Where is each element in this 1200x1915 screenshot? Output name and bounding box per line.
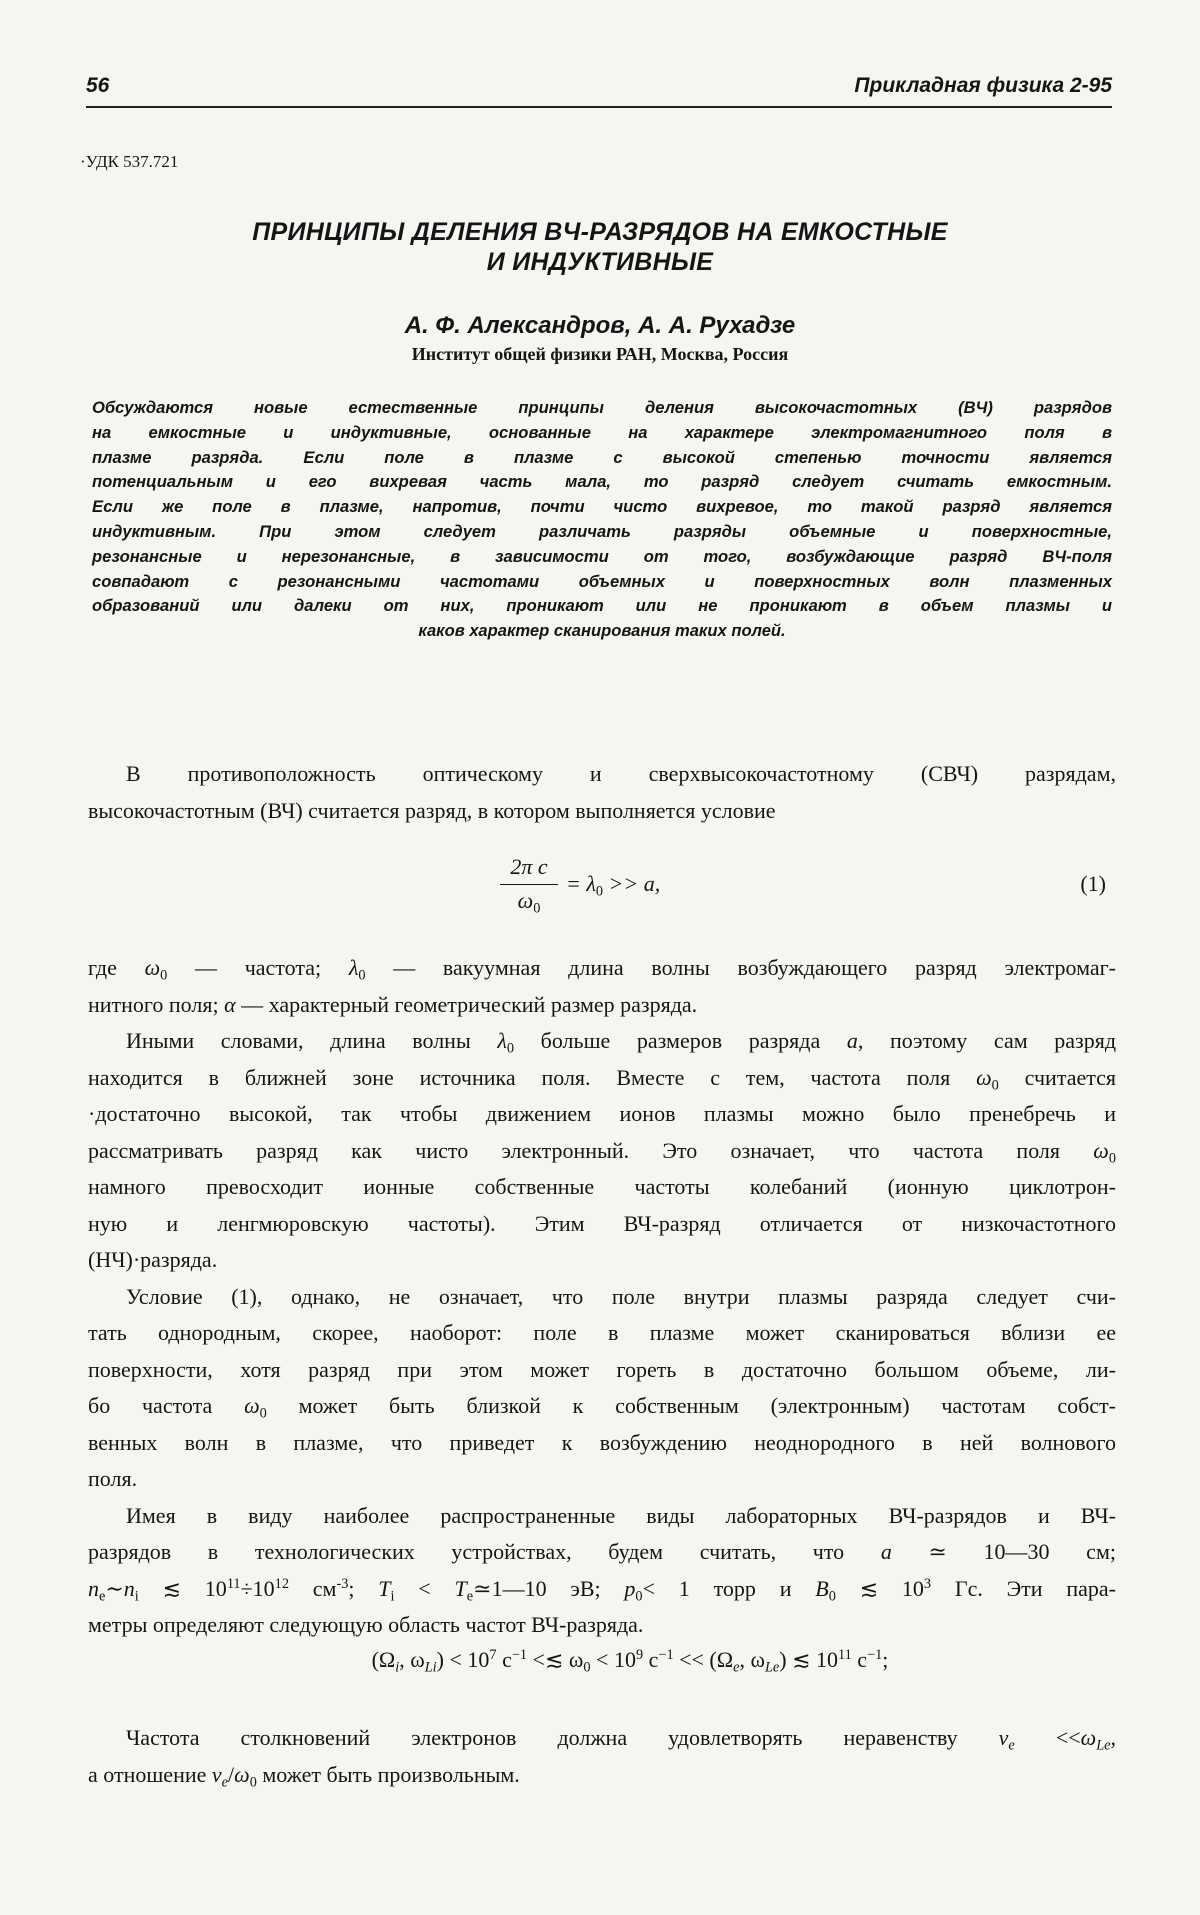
text-line: разрядов в технологических устройствах, будем считать, что a ≃ 10—30 см; <box>88 1539 1116 1564</box>
running-head <box>86 74 1112 108</box>
fraction <box>500 852 558 917</box>
text-line: $n_e\sim n_i$ ≲ $10^{11}\div 10^{12}$ $см^{-3}$; $T_i$ < $T_e≃1—10$ эВ; $p_0< 1$ торр и $B_0$ ≲ $10^3$ Гс. Эти пара- <box>88 1575 1116 1604</box>
text-line: находится в ближней зоне источника поля. Вместе с тем, частота поля $\omega_0$ считается <box>88 1064 1117 1093</box>
abstract-line: Обсуждаются новые естественные принципы деления высокочастотных (ВЧ) разрядов <box>92 398 1112 417</box>
abstract-line: индуктивным. При этом следует различать разряды объемные и поверхностные, <box>92 521 1112 541</box>
equation-1 <box>480 852 1112 932</box>
abstract-line: резонансные и нерезонансные, в зависимости от того, возбуждающие разряд ВЧ-поля <box>92 546 1112 566</box>
final-paragraph <box>88 1720 1116 1793</box>
abstract-line: совпадают с резонансными частотами объемных и поверхностных волн плазменных <box>92 571 1112 591</box>
page-number: 56 <box>86 74 110 97</box>
abstract <box>92 396 1112 644</box>
abstract-line: плазме разряда. Если поле в плазме с высокой степенью точности является <box>92 447 1112 467</box>
title-line: ПРИНЦИПЫ ДЕЛЕНИЯ ВЧ-РАЗРЯДОВ НА ЕМКОСТНЫЕ <box>252 218 948 246</box>
title-line: И ИНДУКТИВНЫЕ <box>486 248 714 276</box>
text-line: нитного поля; α — характерный геометрический размер разряда. <box>88 991 698 1017</box>
text-line: где $\omega_0$ — частота; $\lambda_0$ — вакуумная длина волны возбуждающего разряд электромаг- <box>88 955 1116 984</box>
text-line: Условие (1), однако, не означает, что поле внутри плазмы разряда следует счи- <box>126 1283 1116 1309</box>
abstract-line: Если же поле в плазме, напротив, почти чисто вихревое, то такой разряд является <box>92 497 1112 517</box>
abstract-line: каков характер сканирования таких полей. <box>418 621 786 641</box>
authors: А. Ф. Александров, А. А. Рухадзе <box>404 312 796 339</box>
journal-name: Прикладная физика 2-95 <box>854 74 1112 97</box>
text-line: Имея в виду наиболее распространенные виды лабораторных ВЧ-разрядов и ВЧ- <box>126 1502 1116 1528</box>
equation-rhs: = $\lambda_0 >> a$, <box>566 871 661 900</box>
text-line: тать однородным, скорее, наоборот: поле в плазме может сканироваться вблизи ее <box>88 1320 1116 1345</box>
intro-paragraph <box>88 756 1116 829</box>
affiliation: Институт общей физики РАН, Москва, Россия <box>411 344 789 364</box>
abstract-line: потенциальным и его вихревая часть мала, то разряд следует считать емкостным. <box>92 472 1112 492</box>
main-text <box>88 950 1116 1644</box>
text-line: высокочастотным (ВЧ) считается разряд, в котором выполняется условие <box>88 797 776 823</box>
text-line: бо частота $\omega_0$ может быть близкой к собственным (электронным) частотам собст- <box>88 1393 1116 1422</box>
equation-2: ($\Omega_i$, $\omega_{Li}) < 10^7$ $с^{-1}$ <≲ $\omega_0 < 10^9$ $с^{-1} << (\Omega_e$, $\omega_{Le}$) ≲ $10^{11}$ $с^{-1}$; <box>371 1647 889 1676</box>
text-line: венных волн в плазме, что приведет к возбуждению неоднородного в ней волнового <box>88 1429 1116 1455</box>
text-line: рассматривать разряд как чисто электронный. Это означает, что частота поля $\omega_0$ <box>88 1137 1116 1166</box>
text-line: (НЧ)·разряда. <box>88 1247 218 1272</box>
abstract-line: образований или далеки от них, проникают или не проникают в объем плазмы и <box>92 596 1112 616</box>
text-line: метры определяют следующую область частот ВЧ-разряда. <box>88 1612 644 1637</box>
udc-code: ·УДК 537.721 <box>80 152 179 171</box>
text-line: Иными словами, длина волны $\lambda_0$ больше размеров разряда a, поэтому сам разряд <box>126 1028 1117 1057</box>
text-line: намного превосходит ионные собственные частоты колебаний (ионную циклотрон- <box>88 1174 1116 1199</box>
text-line: В противоположность оптическому и сверхвысокочастотному (СВЧ) разрядам, <box>126 761 1116 786</box>
denominator: $\omega_0$ <box>517 888 541 917</box>
text-line: поля. <box>88 1466 138 1491</box>
paper-title <box>150 217 1050 277</box>
text-line: Частота столкновений электронов должна удовлетворять неравенству $\nu_e <<\omega_{Le}$, <box>126 1725 1116 1754</box>
equation-number: (1) <box>1080 871 1106 896</box>
text-line: ·достаточно высокой, так чтобы движением ионов плазмы можно было пренебречь и <box>88 1101 1116 1126</box>
text-line: а отношение $\nu_e/\omega_0$ может быть произвольным. <box>88 1761 520 1790</box>
text-line: поверхности, хотя разряд при этом может гореть в достаточно большом объеме, ли- <box>88 1356 1116 1382</box>
text-line: ную и ленгмюровскую частоты). Этим ВЧ-разряд отличается от низкочастотного <box>88 1210 1116 1236</box>
numerator: 2π c <box>500 852 558 885</box>
abstract-line: на емкостные и индуктивные, основанные на характере электромагнитного поля в <box>92 422 1112 442</box>
